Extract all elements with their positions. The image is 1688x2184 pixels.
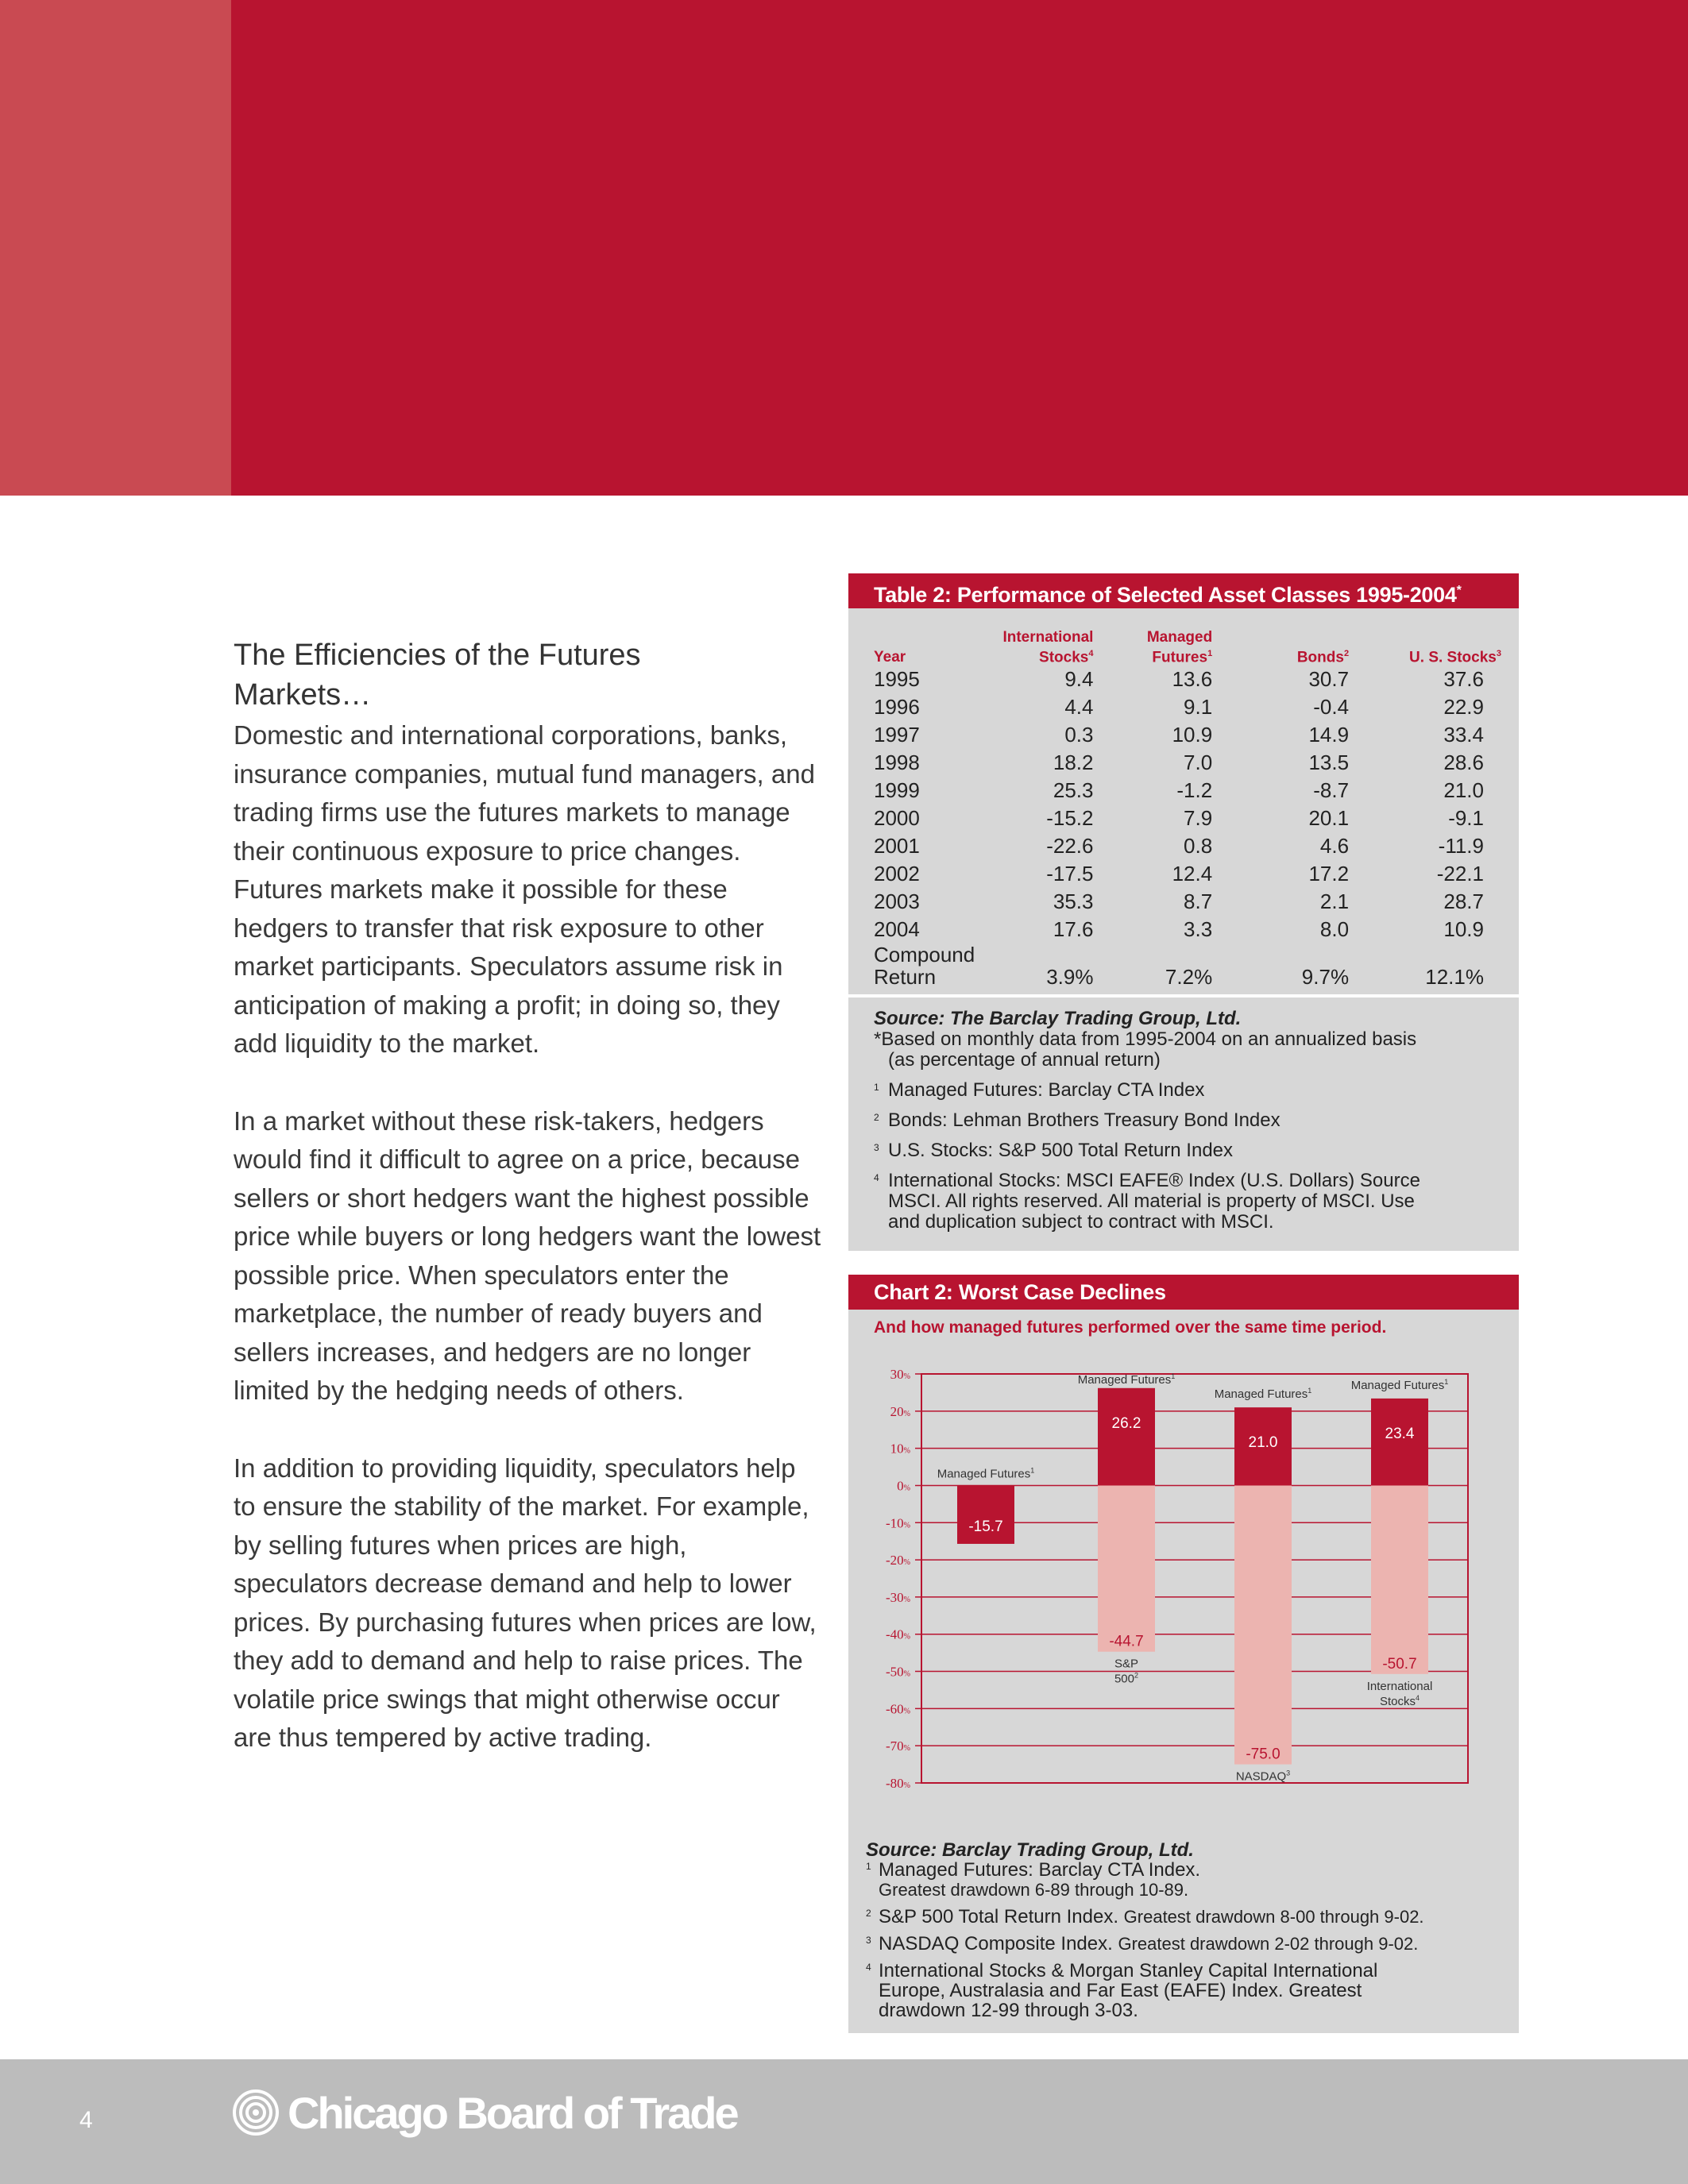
chart-footnote-2: 2 S&P 500 Total Return Index. Greatest drawdown 8-00 through 9-02.: [866, 1906, 1424, 1927]
table-cell: -22.1: [1436, 862, 1484, 886]
heading-line-2: Markets…: [234, 678, 372, 712]
table-cell: 13.6: [1172, 667, 1213, 692]
table-cell: 3.3: [1184, 917, 1213, 942]
table-cell: 8.7: [1184, 889, 1213, 914]
cbot-logo-icon: [232, 2089, 280, 2136]
table-row-year: 1995: [874, 667, 920, 692]
table-row: [874, 666, 1501, 693]
table-cell: 13.5: [1308, 751, 1350, 775]
worst-case-chart: [848, 1354, 1519, 1831]
table-cell: 18.2: [1053, 751, 1094, 775]
chart-subtitle: And how managed futures performed over the same time period.: [874, 1318, 1387, 1337]
table-cell: 0.8: [1184, 834, 1213, 859]
managed-futures-value-label: 23.4: [1385, 1425, 1415, 1442]
worst-case-chart-panel: [848, 1275, 1519, 2033]
table-cell: 7.2%: [1165, 965, 1213, 990]
table-row: [874, 916, 1501, 943]
table-cell: 7.0: [1184, 751, 1213, 775]
index-bar: [1371, 1485, 1428, 1673]
index-name-label: S&P: [1114, 1657, 1139, 1671]
paragraph-2: In a market without these risk-takers, hedgers would find it difficult to agree on a price, because sellers or short hedgers want the highest possible price while buyers or long hedgers want the lowest possible price. When speculators enter the marketplace, the number of ready buyers and sellers increases, and hedgers are no longer limited by the hedging needs of others.: [234, 1106, 821, 1405]
article-heading: [234, 635, 821, 715]
table-cell: 17.6: [1053, 917, 1094, 942]
table-row-year: 2003: [874, 889, 920, 914]
table-row: [874, 888, 1501, 916]
chart-source: Source: Barclay Trading Group, Ltd.: [866, 1839, 1194, 1861]
y-tick-label: -70%: [885, 1738, 910, 1754]
table-cell: -11.9: [1438, 834, 1484, 859]
table-row-year: 1996: [874, 695, 920, 720]
table-row: [874, 749, 1501, 777]
footer: [0, 2059, 1688, 2184]
table-source: Source: The Barclay Trading Group, Ltd.: [874, 1008, 1242, 1029]
table-cell: 8.0: [1319, 917, 1350, 942]
header-banner: [231, 0, 1688, 496]
table-footnote-2: 2 Bonds: Lehman Brothers Treasury Bond Index: [874, 1109, 1280, 1131]
table-title: [848, 573, 1519, 608]
table-footnote-4: 4 International Stocks: MSCI EAFE® Index (U.S. Dollars) Source MSCI. All rights reserved. All material is property of MSCI. Use and duplication subject to contract with MSCI.: [874, 1170, 1420, 1233]
table-cell: -22.6: [1046, 834, 1094, 859]
table-title-text: Table 2: Performance of Selected Asset Classes 1995-2004: [874, 583, 1457, 607]
article: [234, 635, 821, 1796]
y-tick-label: -10%: [885, 1515, 910, 1531]
table-cell: 0.3: [1064, 723, 1094, 747]
table-cell: -17.5: [1046, 862, 1094, 886]
table-cell: 9.7%: [1301, 965, 1350, 990]
index-bar: [1234, 1485, 1292, 1764]
managed-futures-name-label: Managed Futures$^1$: [1077, 1372, 1176, 1387]
table-cell: 9.1: [1184, 695, 1213, 720]
table-header-row: [874, 629, 1501, 666]
managed-futures-value-label: 21.0: [1248, 1434, 1278, 1452]
table-row-year: 1998: [874, 751, 920, 775]
table-cell: 33.4: [1443, 723, 1484, 747]
table-row-year: 2004: [874, 917, 920, 942]
table-row: [874, 805, 1501, 832]
performance-table-panel: [848, 573, 1519, 1251]
table-row: [874, 860, 1501, 888]
table-row-year: 1997: [874, 723, 920, 747]
cbot-logo[interactable]: [232, 2085, 737, 2140]
table-cell: 12.4: [1172, 862, 1213, 886]
table-cell: 10.9: [1443, 917, 1484, 942]
col-year: Year: [874, 649, 906, 666]
table-cell: 3.9%: [1046, 965, 1094, 990]
chart-title: Chart 2: Worst Case Declines: [848, 1275, 1519, 1310]
table-cell: 28.6: [1443, 751, 1484, 775]
table-cell: -8.7: [1313, 778, 1350, 803]
table-cell: 30.7: [1308, 667, 1350, 692]
table-cell: 7.9: [1184, 806, 1213, 831]
table-row: [874, 721, 1501, 749]
y-tick-label: -30%: [885, 1589, 910, 1605]
chart-footnote-4: 4 International Stocks & Morgan Stanley Capital International Europe, Australasia and Far East (EAFE) Index. Greatest drawdown 12-99 through 3-03.: [866, 1960, 1378, 2021]
managed-futures-value-label: -15.7: [968, 1518, 1003, 1535]
table-row-year: 2002: [874, 862, 920, 886]
index-name-label: $500^2$: [1114, 1671, 1139, 1686]
table-cell: -0.4: [1313, 695, 1350, 720]
managed-futures-name-label: Managed Futures$^1$: [1350, 1377, 1449, 1392]
table-cell: -9.1: [1448, 806, 1484, 831]
table-cell: 2.1: [1319, 889, 1350, 914]
divider: [848, 994, 1519, 997]
table-cell: 4.6: [1319, 834, 1350, 859]
table-cell: 37.6: [1443, 667, 1484, 692]
y-tick-label: -60%: [885, 1701, 910, 1717]
table-row: [874, 693, 1501, 721]
table-footnote-1: 1 Managed Futures: Barclay CTA Index: [874, 1079, 1205, 1101]
table-cell: 35.3: [1053, 889, 1094, 914]
table-title-mark: *: [1456, 584, 1462, 597]
y-tick-label: -20%: [885, 1553, 910, 1569]
table-cell: 21.0: [1443, 778, 1484, 803]
table-row-year: 2000: [874, 806, 920, 831]
table-note-star: *Based on monthly data from 1995-2004 on an annualized basis: [874, 1028, 1417, 1050]
banner-accent: [0, 0, 231, 496]
table-cell: -15.2: [1046, 806, 1094, 831]
col-bonds: Bonds$^2$: [1296, 649, 1350, 666]
y-tick-label: 30%: [890, 1367, 910, 1382]
table-notes: [874, 1009, 1501, 1233]
index-name-label: NASDAQ$^3$: [1235, 1769, 1291, 1784]
table-cell: 4.4: [1064, 695, 1094, 720]
chart-notes: [866, 1840, 1509, 2020]
index-bar: [1098, 1485, 1155, 1651]
table-cell: 9.4: [1064, 667, 1094, 692]
compound-return-row: [874, 943, 1501, 988]
paragraph-1: Domestic and international corporations, banks, insurance companies, mutual fund managers, and trading firms use the futures markets to manage their continuous exposure to price changes. Futures markets make it possible for these hedgers to transfer that risk exposure to other market participants. Speculators assume risk in anticipation of making a profit; in doing so, they add liquidity to the market.: [234, 720, 815, 1058]
table-footnote-3: 3 U.S. Stocks: S&P 500 Total Return Index: [874, 1140, 1234, 1161]
table-cell: -1.2: [1176, 778, 1213, 803]
managed-futures-name-label: Managed Futures$^1$: [937, 1466, 1035, 1481]
table-note-star-2: (as percentage of annual return): [888, 1049, 1161, 1071]
table-cell: 14.9: [1308, 723, 1350, 747]
index-value-label: -44.7: [1109, 1633, 1144, 1650]
paragraph-3: In addition to providing liquidity, speculators help to ensure the stability of the market. For example, by selling futures when prices are high, speculators decrease demand and help to lower prices. By purchasing futures when prices are low, they add to demand and help to raise prices. The volatile price swings that might otherwise occur are thus tempered by active trading.: [234, 1453, 817, 1752]
chart-footnote-1: 1 Managed Futures: Barclay CTA Index. Greatest drawdown 6-89 through 10-89.: [866, 1859, 1201, 1900]
index-name-label: International: [1366, 1679, 1433, 1693]
y-tick-label: -80%: [885, 1776, 910, 1791]
y-tick-label: -40%: [885, 1626, 910, 1642]
index-value-label: -75.0: [1246, 1746, 1280, 1763]
table-cell: 22.9: [1443, 695, 1484, 720]
managed-futures-bar: [1098, 1388, 1155, 1486]
table-cell: 12.1%: [1425, 965, 1484, 990]
index-name-label: Stocks$^4$: [1379, 1693, 1420, 1708]
col-international-stocks: International Stocks$^4$: [1002, 629, 1094, 666]
col-managed-futures: Managed Futures$^1$: [1146, 629, 1213, 666]
table-cell: 10.9: [1172, 723, 1213, 747]
heading-line-1: The Efficiencies of the Futures: [234, 639, 641, 672]
index-value-label: -50.7: [1382, 1655, 1417, 1673]
table-cell: 25.3: [1053, 778, 1094, 803]
table-cell: 20.1: [1308, 806, 1350, 831]
table-row-year: 1999: [874, 778, 920, 803]
y-tick-label: -50%: [885, 1664, 910, 1680]
compound-label: Compound Return: [874, 943, 975, 990]
managed-futures-bar: [957, 1485, 1014, 1544]
performance-table: [874, 629, 1501, 988]
table-row-year: 2001: [874, 834, 920, 859]
managed-futures-name-label: Managed Futures$^1$: [1214, 1387, 1312, 1402]
chart-footnote-3: 3 NASDAQ Composite Index. Greatest drawdown 2-02 through 9-02.: [866, 1933, 1419, 1954]
page-number: 4: [79, 2107, 93, 2133]
managed-futures-value-label: 26.2: [1111, 1414, 1141, 1432]
y-tick-label: 0%: [897, 1478, 910, 1494]
table-cell: 17.2: [1308, 862, 1350, 886]
y-tick-label: 20%: [890, 1403, 910, 1419]
table-cell: 28.7: [1443, 889, 1484, 914]
y-tick-label: 10%: [890, 1441, 910, 1457]
table-row: [874, 832, 1501, 860]
cbot-logo-text: Chicago Board of Trade: [288, 2087, 737, 2138]
table-row: [874, 777, 1501, 805]
col-us-stocks: U. S. Stocks$^3$: [1409, 649, 1501, 666]
